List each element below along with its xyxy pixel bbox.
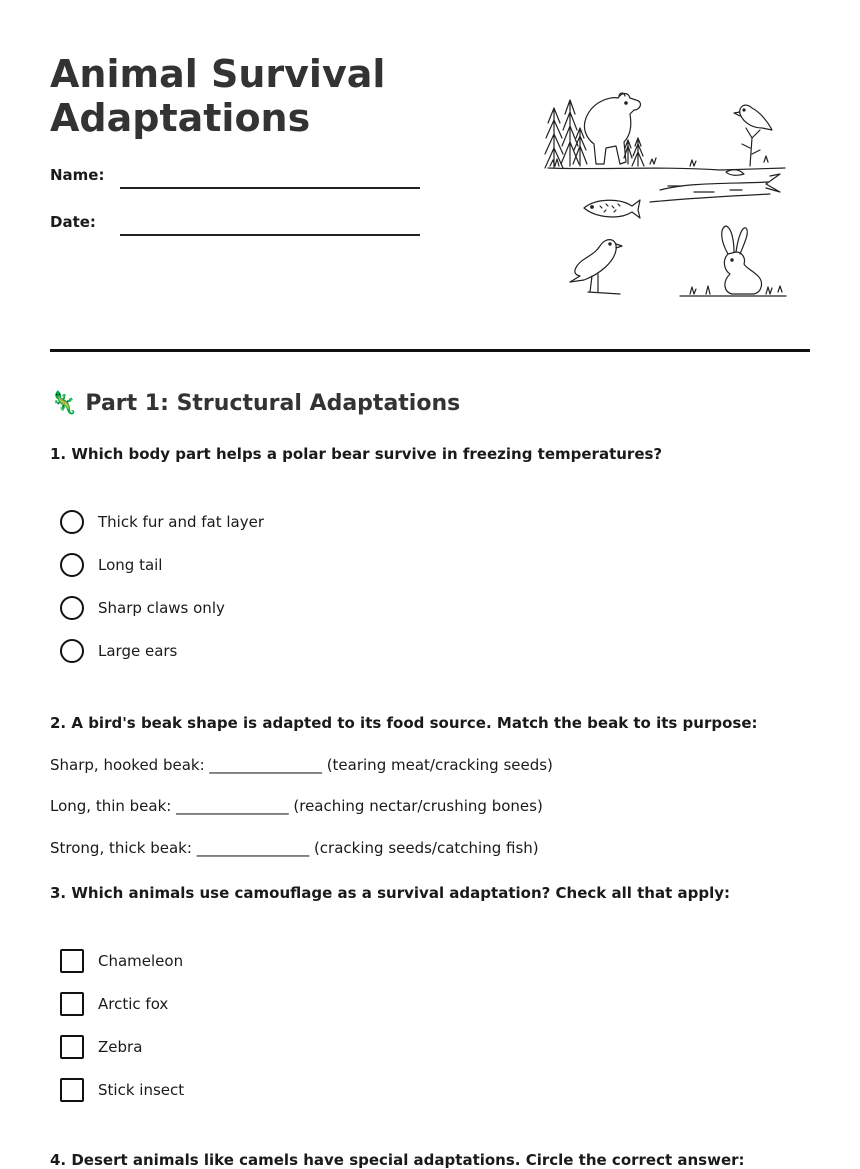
option-label: Arctic fox (98, 995, 169, 1013)
q2-match-1[interactable]: Sharp, hooked beak: _______________ (tearing meat/cracking seeds) (50, 756, 553, 774)
option-label: Chameleon (98, 952, 184, 970)
section-title-text: Part 1: Structural Adaptations (85, 391, 461, 416)
q2-match-3[interactable]: Strong, thick beak: _______________ (cracking seeds/catching fish) (50, 839, 539, 857)
question-3: 3. Which animals use camouflage as a survival adaptation? Check all that apply: (50, 884, 730, 902)
checkbox[interactable] (60, 949, 84, 973)
date-label: Date: (50, 213, 96, 231)
radio-button[interactable] (60, 596, 84, 620)
q3-option-3[interactable] (60, 1034, 142, 1060)
option-label: Zebra (98, 1038, 143, 1056)
small-bird-icon (570, 240, 622, 294)
q1-option-3[interactable] (60, 595, 225, 621)
name-label: Name: (50, 166, 105, 184)
header-divider (50, 349, 810, 352)
river-icon (650, 170, 780, 202)
radio-button[interactable] (60, 553, 84, 577)
q1-option-2[interactable] (60, 552, 162, 578)
question-1: 1. Which body part helps a polar bear survive in freezing temperatures? (50, 445, 663, 463)
date-field[interactable] (120, 234, 420, 236)
q2-match-2[interactable]: Long, thin beak: _______________ (reaching nectar/crushing bones) (50, 797, 543, 815)
q1-option-4[interactable] (60, 638, 177, 664)
bear-icon (584, 93, 640, 164)
name-field[interactable] (120, 187, 420, 189)
question-2: 2. A bird's beak shape is adapted to its food source. Match the beak to its purpose: (50, 714, 758, 732)
option-label: Thick fur and fat layer (98, 513, 265, 531)
lizard-icon: 🦎 (50, 391, 78, 416)
checkbox[interactable] (60, 1035, 84, 1059)
section-heading (50, 388, 460, 420)
q3-option-1[interactable] (60, 948, 183, 974)
q1-option-1[interactable] (60, 509, 264, 535)
option-label: Large ears (98, 642, 178, 660)
radio-button[interactable] (60, 510, 84, 534)
question-4: 4. Desert animals like camels have special adaptations. Circle the correct answer: (50, 1151, 745, 1169)
animal-habitat-illustration (540, 78, 790, 303)
q3-option-2[interactable] (60, 991, 168, 1017)
rabbit-icon (680, 226, 786, 296)
option-label: Stick insect (98, 1081, 185, 1099)
checkbox[interactable] (60, 1078, 84, 1102)
title-line-1: Animal Survival (50, 52, 386, 96)
checkbox[interactable] (60, 992, 84, 1016)
title-line-2: Adaptations (50, 96, 311, 140)
q3-option-4[interactable] (60, 1077, 184, 1103)
radio-button[interactable] (60, 639, 84, 663)
option-label: Long tail (98, 556, 163, 574)
option-label: Sharp claws only (98, 599, 225, 617)
fish-icon (584, 200, 640, 218)
worksheet-title (50, 52, 470, 140)
